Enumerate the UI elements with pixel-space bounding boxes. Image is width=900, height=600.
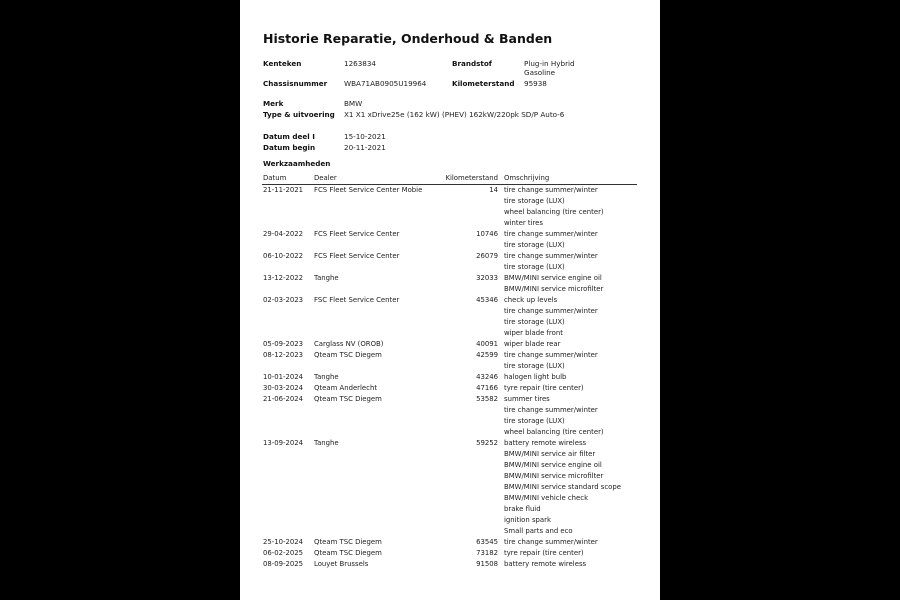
table-row [240,482,660,493]
row-omschrijving: tire storage (LUX) [504,197,565,205]
row-omschrijving: tire storage (LUX) [504,241,565,249]
row-omschrijving: tire change summer/winter [504,230,598,238]
table-row [240,185,660,196]
row-omschrijving: BMW/MINI service standard scope [504,483,621,491]
row-kilometerstand: 14 [489,186,498,194]
table-row [240,405,660,416]
row-omschrijving: tire storage (LUX) [504,263,565,271]
row-dealer: FCS Fleet Service Center Mobie [314,186,423,194]
row-kilometerstand: 32033 [476,274,498,282]
brandstof-label: Brandstof [452,59,492,68]
row-date: 06-10-2022 [263,252,304,260]
row-kilometerstand: 73182 [476,549,498,557]
row-dealer: Qteam TSC Diegem [314,395,382,403]
row-date: 13-12-2022 [263,274,304,282]
datum-begin-label: Datum begin [263,143,316,152]
row-omschrijving: BMW/MINI service air filter [504,450,596,458]
row-omschrijving: tire storage (LUX) [504,318,565,326]
report-page [240,0,660,600]
row-omschrijving: battery remote wireless [504,439,587,447]
row-dealer: Carglass NV (OROB) [314,340,384,348]
col-header-datum: Datum [263,174,287,182]
table-row [240,196,660,207]
row-date: 21-06-2024 [263,395,304,403]
row-date: 13-09-2024 [263,439,304,447]
row-date: 10-01-2024 [263,373,304,381]
row-date: 21-11-2021 [263,186,304,194]
table-row [240,449,660,460]
row-date: 06-02-2025 [263,549,304,557]
table-row [240,427,660,438]
table-row [240,438,660,449]
col-header-omschrijving: Omschrijving [504,174,550,182]
row-omschrijving: battery remote wireless [504,560,587,568]
row-omschrijving: tire change summer/winter [504,406,598,414]
row-kilometerstand: 53582 [476,395,498,403]
row-kilometerstand: 42599 [476,351,498,359]
werkzaamheden-heading: Werkzaamheden [263,159,331,168]
table-row [240,493,660,504]
merk-value: BMW [344,99,363,108]
table-row [240,240,660,251]
row-date: 05-09-2023 [263,340,304,348]
table-row [240,306,660,317]
row-kilometerstand: 40091 [476,340,498,348]
row-kilometerstand: 26079 [476,252,498,260]
row-omschrijving: tire change summer/winter [504,351,598,359]
row-dealer: FSC Fleet Service Center [314,296,400,304]
table-row [240,317,660,328]
row-kilometerstand: 45346 [476,296,498,304]
row-omschrijving: tyre repair (tire center) [504,549,584,557]
row-date: 02-03-2023 [263,296,304,304]
row-omschrijving: wheel balancing (tire center) [504,208,604,216]
row-omschrijving: brake fluid [504,505,541,513]
row-date: 25-10-2024 [263,538,304,546]
row-omschrijving: tire change summer/winter [504,252,598,260]
row-omschrijving: BMW/MINI service microfilter [504,472,604,480]
row-kilometerstand: 91508 [476,560,498,568]
table-row [240,460,660,471]
merk-label: Merk [263,99,284,108]
row-kilometerstand: 47166 [476,384,498,392]
table-row [240,383,660,394]
row-omschrijving: halogen light bulb [504,373,567,381]
table-row [240,471,660,482]
row-omschrijving: check up levels [504,296,558,304]
row-omschrijving: tire storage (LUX) [504,362,565,370]
row-dealer: Louyet Brussels [314,560,369,568]
table-row [240,251,660,262]
kenteken-label: Kenteken [263,59,302,68]
table-row [240,416,660,427]
row-dealer: FCS Fleet Service Center [314,252,400,260]
table-row [240,328,660,339]
table-row [240,372,660,383]
row-dealer: Qteam TSC Diegem [314,351,382,359]
table-row [240,537,660,548]
row-omschrijving: tyre repair (tire center) [504,384,584,392]
row-kilometerstand: 63545 [476,538,498,546]
row-omschrijving: tire change summer/winter [504,186,598,194]
table-row [240,262,660,273]
type-value: X1 X1 xDrive25e (162 kW) (PHEV) 162kW/220pk SD/P Auto-6 [344,110,565,119]
row-date: 30-03-2024 [263,384,304,392]
row-dealer: Qteam Anderlecht [314,384,378,392]
row-dealer: Tanghe [314,373,339,381]
row-dealer: FCS Fleet Service Center [314,230,400,238]
col-header-kilometerstand: Kilometerstand [445,174,498,182]
table-row [240,394,660,405]
row-omschrijving: winter tires [504,219,544,227]
row-omschrijving: tire storage (LUX) [504,417,565,425]
table-row [240,284,660,295]
datum-begin-value: 20-11-2021 [344,143,386,152]
table-row [240,339,660,350]
row-date: 08-09-2025 [263,560,304,568]
row-dealer: Tanghe [314,439,339,447]
type-label: Type & uitvoering [263,110,335,119]
report-title: Historie Reparatie, Onderhoud & Banden [263,31,553,46]
table-row [240,229,660,240]
row-omschrijving: BMW/MINI service engine oil [504,461,602,469]
col-header-dealer: Dealer [314,174,337,182]
row-omschrijving: ignition spark [504,516,551,524]
table-row [240,526,660,537]
row-omschrijving: summer tires [504,395,550,403]
row-omschrijving: wiper blade front [504,329,563,337]
datum-deel-value: 15-10-2021 [344,132,386,141]
row-date: 08-12-2023 [263,351,304,359]
table-row [240,515,660,526]
table-row [240,218,660,229]
table-row [240,207,660,218]
row-omschrijving: wheel balancing (tire center) [504,428,604,436]
row-omschrijving: wiper blade rear [504,340,561,348]
table-row [240,295,660,306]
row-dealer: Qteam TSC Diegem [314,538,382,546]
table-row [240,361,660,372]
table-row [240,548,660,559]
row-omschrijving: BMW/MINI service microfilter [504,285,604,293]
row-date: 29-04-2022 [263,230,304,238]
row-omschrijving: BMW/MINI vehicle check [504,494,589,502]
row-kilometerstand: 43246 [476,373,498,381]
brandstof-value-1: Plug-in Hybrid [524,59,575,68]
kilometerstand-label: Kilometerstand [452,79,515,88]
row-omschrijving: tire change summer/winter [504,307,598,315]
row-omschrijving: BMW/MINI service engine oil [504,274,602,282]
kenteken-value: 1263834 [344,59,377,68]
table-row [240,559,660,570]
row-omschrijving: tire change summer/winter [504,538,598,546]
table-row [240,273,660,284]
table-row [240,350,660,361]
row-omschrijving: Small parts and eco [504,527,573,535]
kilometerstand-value: 95938 [524,79,547,88]
row-kilometerstand: 59252 [476,439,498,447]
chassis-label: Chassisnummer [263,79,328,88]
row-kilometerstand: 10746 [476,230,498,238]
row-dealer: Qteam TSC Diegem [314,549,382,557]
row-dealer: Tanghe [314,274,339,282]
brandstof-value-2: Gasoline [524,68,556,77]
datum-deel-label: Datum deel I [263,132,315,141]
chassis-value: WBA71AB0905U19964 [344,79,427,88]
table-row [240,504,660,515]
